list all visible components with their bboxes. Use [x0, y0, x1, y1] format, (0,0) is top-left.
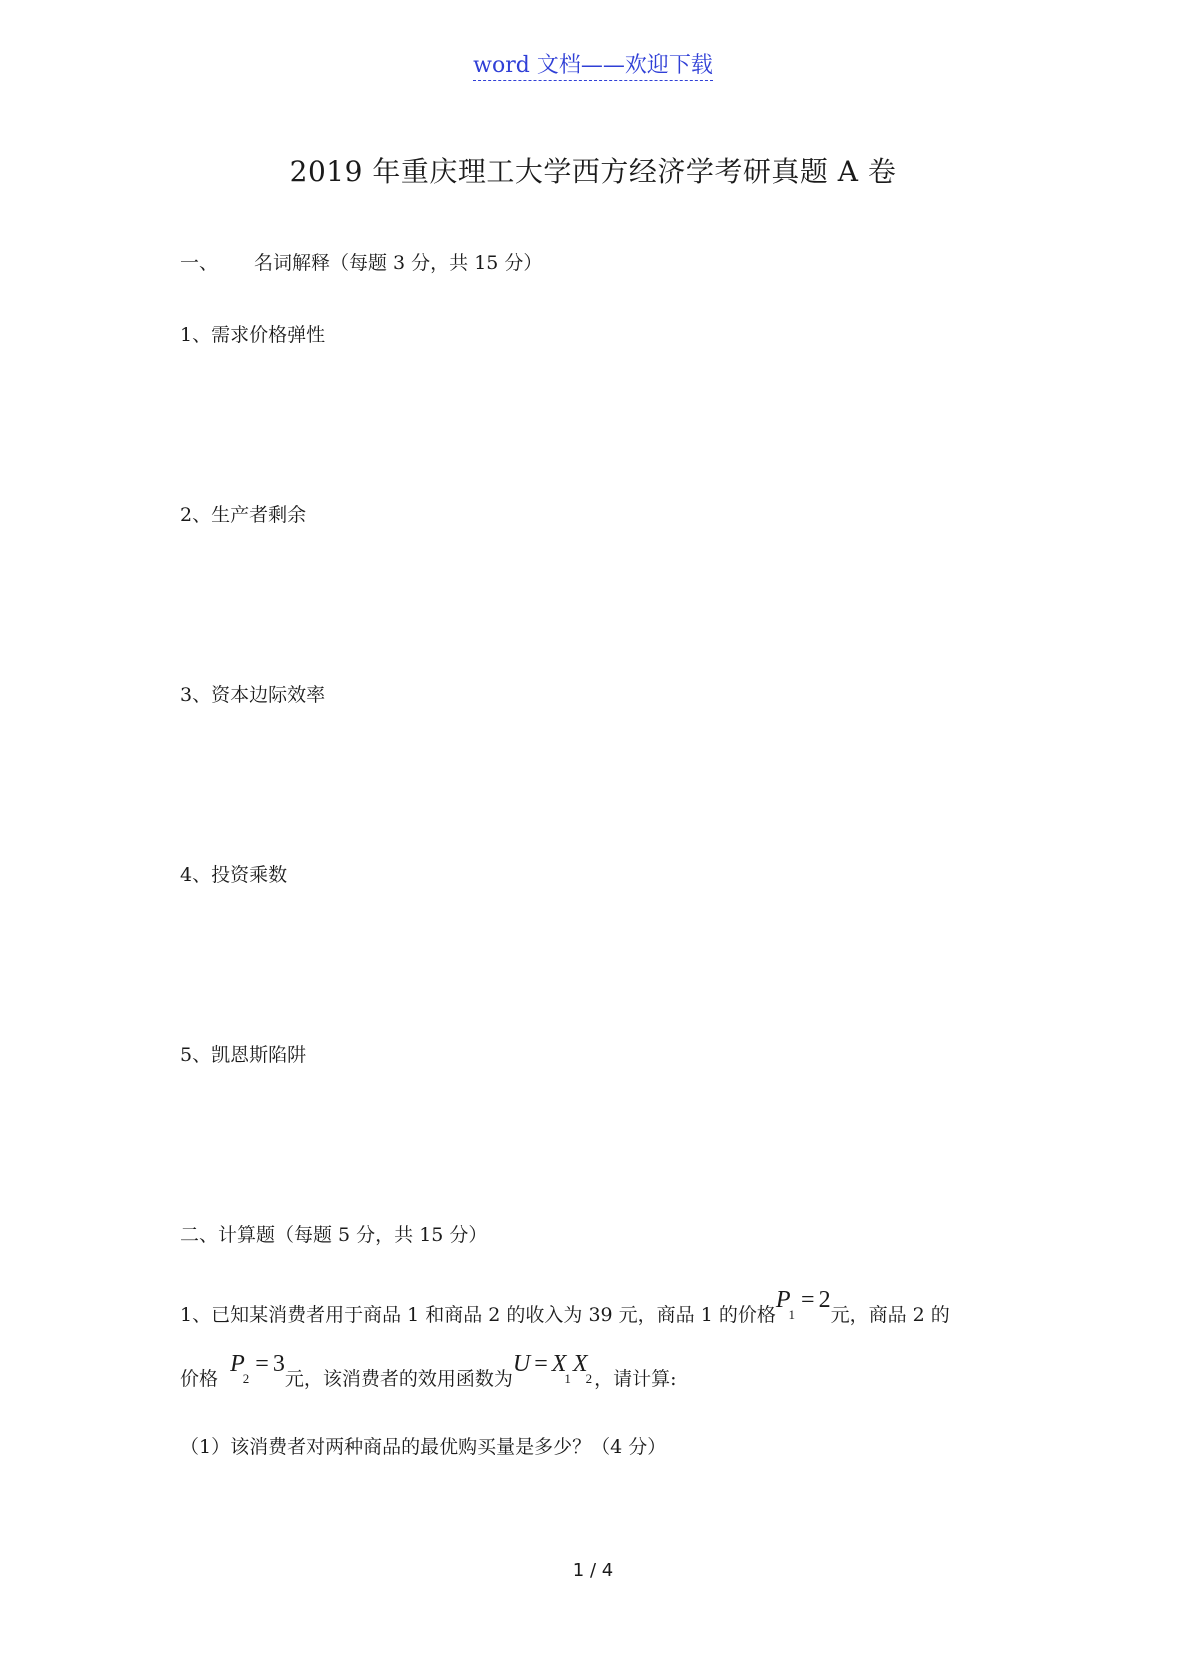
calc-q1-subquestion-1: （1）该消费者对两种商品的最优购买量是多少？（4 分） [180, 1436, 667, 1458]
p1-eq: = [801, 1287, 815, 1313]
p2-val: 3 [272, 1351, 285, 1377]
header-download-link[interactable] [0, 48, 1186, 79]
price2-formula [230, 1351, 285, 1386]
x1-sub: 1 [564, 1371, 571, 1386]
calc-question-1-line2 [180, 1351, 677, 1392]
term-item-4: 4、投资乘数 [180, 864, 288, 886]
calc-question-1-line1 [180, 1287, 950, 1328]
page-number: 1 / 4 [572, 1560, 614, 1581]
p2-eq: = [255, 1351, 269, 1377]
calc-q1-text-b: 元，商品 2 的 [830, 1304, 950, 1326]
calc-q1-text-d: 元，该消费者的效用函数为 [284, 1368, 513, 1390]
x1-var: X [551, 1351, 567, 1377]
term-item-2: 2、生产者剩余 [180, 504, 307, 526]
price1-formula [775, 1287, 831, 1322]
section1-number: 一、 [180, 252, 219, 274]
term-item-3: 3、资本边际效率 [180, 684, 326, 706]
p2-sub: 2 [242, 1371, 250, 1386]
p2-var: P [230, 1351, 245, 1377]
document-title: 2019 年重庆理工大学西方经济学考研真题 A 卷 [289, 155, 897, 188]
p1-val: 2 [818, 1287, 831, 1313]
term-item-5: 5、凯恩斯陷阱 [180, 1044, 307, 1066]
section1-heading [180, 248, 542, 275]
calc-q1-text-e: ，请计算: [594, 1368, 677, 1390]
section1-heading-text: 名词解释（每题 3 分，共 15 分） [254, 252, 543, 274]
x2-var: X [572, 1351, 588, 1377]
p1-var: P [775, 1287, 791, 1313]
header-link-text[interactable]: word 文档——欢迎下载 [473, 53, 713, 81]
u-var: U [512, 1351, 531, 1377]
section2-heading: 二、计算题（每题 5 分，共 15 分） [180, 1224, 488, 1246]
term-item-1: 1、需求价格弹性 [180, 324, 326, 346]
utility-formula [512, 1351, 594, 1386]
u-eq: = [534, 1351, 548, 1377]
p1-sub: 1 [788, 1307, 796, 1322]
x2-sub: 2 [585, 1371, 593, 1386]
calc-q1-text-a: 1、已知某消费者用于商品 1 和商品 2 的收入为 39 元，商品 1 的价格 [180, 1304, 776, 1326]
calc-q1-text-c: 价格 [180, 1368, 219, 1390]
